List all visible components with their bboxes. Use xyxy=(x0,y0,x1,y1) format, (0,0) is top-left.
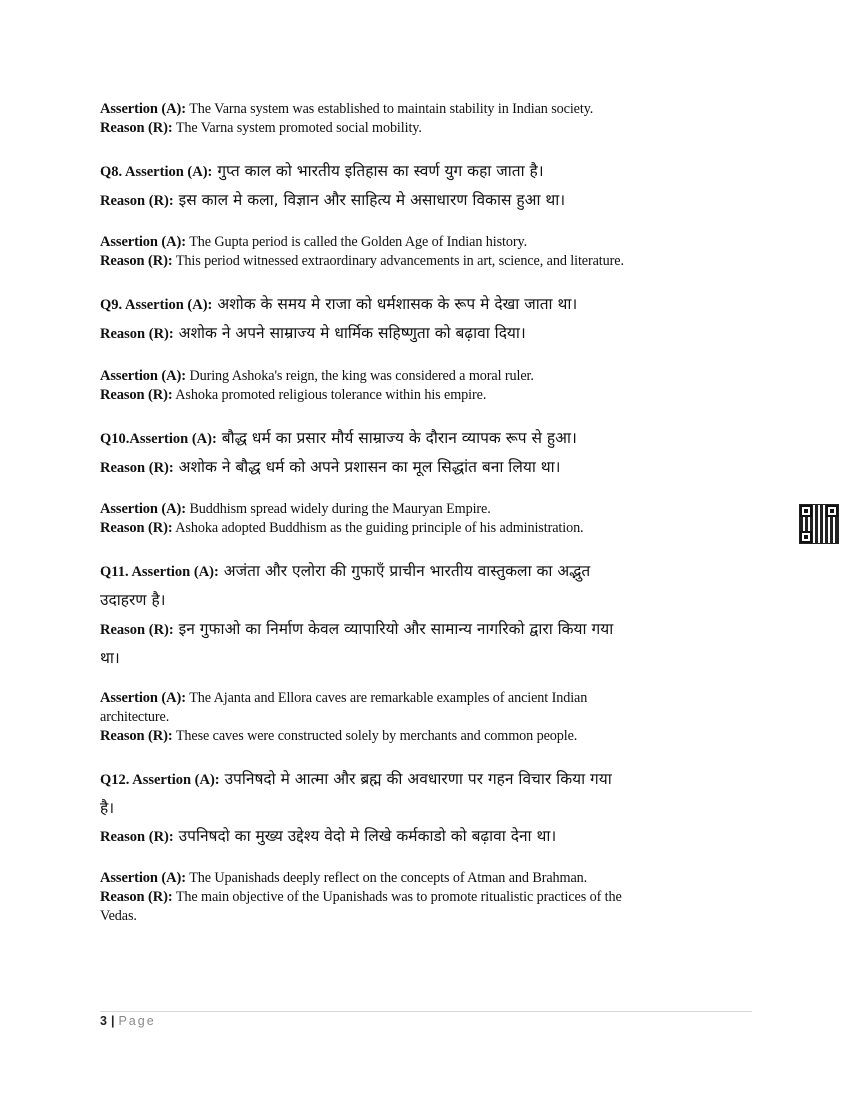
assertion-label: Assertion (A): xyxy=(100,368,186,384)
question-q9-english xyxy=(100,367,752,405)
reason-label: Reason (R): xyxy=(100,120,173,136)
page-label: Page xyxy=(118,1014,156,1028)
assertion-label: Assertion (A): xyxy=(124,164,213,180)
page-number: 3 xyxy=(100,1014,107,1028)
reason-label: Reason (R): xyxy=(100,253,173,269)
assertion-text-en: Buddhism spread widely during the Mauryan Empire. xyxy=(189,501,491,517)
reason-text-hi: अशोक ने बौद्ध धर्म को अपने प्रशासन का मूल सिद्धांत बना लिया था। xyxy=(178,458,561,476)
assertion-block-en xyxy=(100,100,752,138)
question-q10-english xyxy=(100,500,752,538)
assertion-label: Assertion (A): xyxy=(100,101,186,117)
question-number: Q11. xyxy=(100,564,129,580)
assertion-label: Assertion (A): xyxy=(129,431,217,447)
question-number: Q8. xyxy=(100,164,123,180)
reason-label: Reason (R): xyxy=(100,728,173,744)
assertion-text-en: The Upanishads deeply reflect on the concepts of Atman and Brahman. xyxy=(189,870,588,886)
assertion-text-en: During Ashoka's reign, the king was considered a moral ruler. xyxy=(189,368,534,384)
question-number: Q12. xyxy=(100,772,130,788)
assertion-text-en-cont: architecture. xyxy=(100,709,170,725)
reason-text-en: These caves were constructed solely by merchants and common people. xyxy=(175,728,578,744)
reason-text-en-cont: Vedas. xyxy=(100,908,137,924)
question-q12-english xyxy=(100,869,752,926)
footer-separator: | xyxy=(110,1014,115,1028)
assertion-text-en: The Ajanta and Ellora caves are remarkable examples of ancient Indian xyxy=(189,690,588,706)
reason-label: Reason (R): xyxy=(100,622,174,638)
question-q10-hindi xyxy=(100,424,752,482)
reason-text-hi-cont: था। xyxy=(100,649,120,667)
assertion-text-hi: बौद्ध धर्म का प्रसार मौर्य साम्राज्य के दौरान व्यापक रूप से हुआ। xyxy=(221,429,577,447)
assertion-label: Assertion (A): xyxy=(131,564,219,580)
assertion-label: Assertion (A): xyxy=(100,870,186,886)
qr-code[interactable] xyxy=(800,505,838,543)
reason-text-en: The main objective of the Upanishads was to promote ritualistic practices of the xyxy=(175,889,622,905)
reason-label: Reason (R): xyxy=(100,387,173,403)
reason-label: Reason (R): xyxy=(100,829,174,845)
assertion-label: Assertion (A): xyxy=(100,501,186,517)
question-number: Q10. xyxy=(100,431,130,447)
assertion-label: Assertion (A): xyxy=(132,772,220,788)
reason-label: Reason (R): xyxy=(100,520,173,536)
assertion-text-en: The Gupta period is called the Golden Age of Indian history. xyxy=(189,234,528,250)
reason-label: Reason (R): xyxy=(100,889,173,905)
reason-text-en: This period witnessed extraordinary advancements in art, science, and literature. xyxy=(175,253,624,269)
question-q9-hindi xyxy=(100,290,752,348)
assertion-label: Assertion (A): xyxy=(100,234,186,250)
reason-label: Reason (R): xyxy=(100,460,174,476)
assertion-text-hi-cont: है। xyxy=(100,799,115,817)
question-q11-english xyxy=(100,689,752,746)
reason-text-hi: अशोक ने अपने साम्राज्य मे धार्मिक सहिष्णुता को बढ़ावा दिया। xyxy=(178,324,526,342)
reason-text: The Varna system promoted social mobility. xyxy=(175,120,422,136)
assertion-text-hi: गुप्त काल को भारतीय इतिहास का स्वर्ण युग कहा जाता है। xyxy=(217,162,544,180)
question-q8-english xyxy=(100,233,752,271)
assertion-text-hi-cont: उदाहरण है। xyxy=(100,591,166,609)
assertion-label: Assertion (A): xyxy=(124,297,213,313)
reason-text-hi: इन गुफाओ का निर्माण केवल व्यापारियो और सामान्य नागरिको द्वारा किया गया xyxy=(178,620,614,638)
question-q8-hindi xyxy=(100,157,752,215)
question-number: Q9. xyxy=(100,297,123,313)
assertion-text-hi: उपनिषदो मे आत्मा और ब्रह्म की अवधारणा पर गहन विचार किया गया xyxy=(224,770,612,788)
reason-text-hi: उपनिषदो का मुख्य उद्देश्य वेदो मे लिखे कर्मकाडो को बढ़ावा देना था। xyxy=(178,827,557,845)
reason-text-en: Ashoka promoted religious tolerance within his empire. xyxy=(175,387,487,403)
question-q11-hindi xyxy=(100,557,752,672)
page-footer xyxy=(100,1014,156,1028)
assertion-text-hi: अजंता और एलोरा की गुफाएँ प्राचीन भारतीय वास्तुकला का अद्भुत xyxy=(223,562,591,580)
reason-text-en: Ashoka adopted Buddhism as the guiding principle of his administration. xyxy=(175,520,584,536)
assertion-label: Assertion (A): xyxy=(100,690,186,706)
assertion-text: The Varna system was established to maintain stability in Indian society. xyxy=(189,101,594,117)
footer-divider xyxy=(100,1011,752,1012)
reason-text-hi: इस काल मे कला, विज्ञान और साहित्य मे असाधारण विकास हुआ था। xyxy=(178,191,566,209)
assertion-text-hi: अशोक के समय मे राजा को धर्मशासक के रूप मे देखा जाता था। xyxy=(217,295,578,313)
reason-label: Reason (R): xyxy=(100,326,174,342)
question-q12-hindi xyxy=(100,765,752,851)
reason-label: Reason (R): xyxy=(100,193,174,209)
